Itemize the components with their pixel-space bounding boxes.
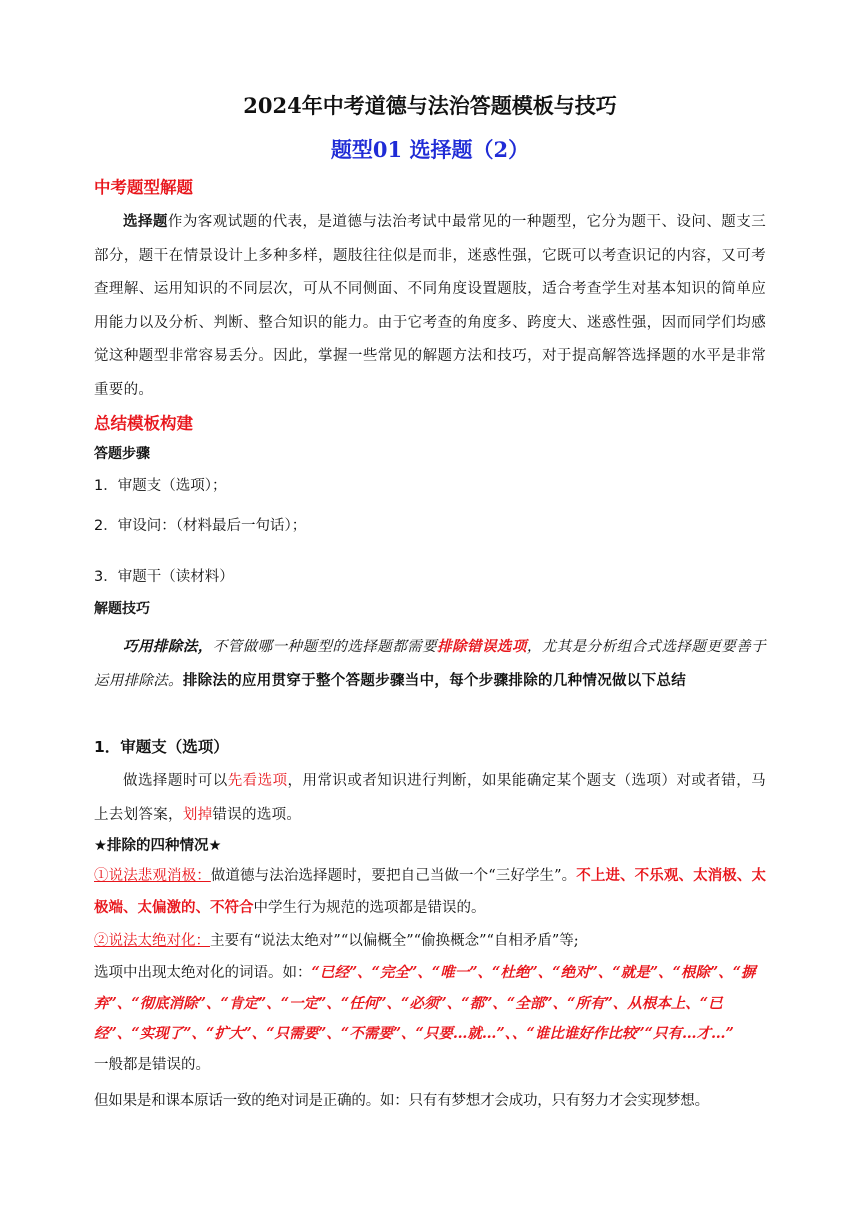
tips-bold-text: 排除法的应用贯穿于整个答题步骤当中，每个步骤排除的几种情况做以下总结 bbox=[182, 672, 687, 689]
four-cases-heading: ★排除的四种情况★ bbox=[94, 838, 222, 854]
tips-lead: 巧用排除法， bbox=[123, 638, 213, 655]
step-2 bbox=[94, 514, 766, 538]
intro-text: 作为客观试题的代表，是道德与法治考试中最常见的一种题型，它分为题干、设问、题支三部分，题干在情景设计上多种多样，题肢往往似是而非，迷惑性强，它既可以考查识记的内容，又可考查理解、运用知识的不同层次，可从不同侧面、不同角度设置题肢，适合考查学生对基本知识的简单应用能力以及分析、判断、整合知识的能力。由于它考查的角度多、跨度大、迷惑性强，因而同学们均感觉这种题型非常容易丢分。因此，掌握一些常见的解题方法和技巧，对于提高解答选择题的水平是非常重要的。 bbox=[94, 214, 766, 398]
step-1-label: 1．审题支 bbox=[94, 478, 162, 494]
page-title: 2024年中考道德与法治答题模板与技巧 bbox=[243, 93, 617, 118]
last-line: 但如果是和课本原话一致的绝对词是正确的。如：只有有梦想才会成功，只有努力才会实现梦想。 bbox=[94, 1093, 709, 1109]
case-1 bbox=[94, 860, 766, 924]
absolute-words-outro: 一般都是错误的。 bbox=[94, 1056, 210, 1073]
case-1-label: ①说法悲观消极： bbox=[94, 868, 211, 884]
tips-heading: 解题技巧 bbox=[94, 601, 150, 617]
absolute-words-paragraph bbox=[94, 958, 766, 1080]
absolute-words-intro: 选项中出现太绝对化的词语。如： bbox=[94, 965, 312, 981]
case-2-label: ②说法太绝对化： bbox=[94, 933, 210, 949]
intro-paragraph bbox=[94, 205, 766, 407]
step-1-text: （选项）； bbox=[161, 478, 227, 494]
case-1-text-a: 做道德与法治选择题时，要把自己当做一个“三好学生”。 bbox=[210, 868, 577, 884]
tips-text-1: 不管做哪一种题型的选择题都需要 bbox=[212, 639, 438, 655]
step-2-label: 2．审设问 bbox=[94, 518, 162, 534]
section-heading-template: 总结模板构建 bbox=[94, 414, 193, 433]
sub-step-1-heading bbox=[94, 735, 766, 759]
tips-paragraph bbox=[94, 630, 766, 698]
case-1-red: 不上进、不乐观、太消极、太极端、太偏激的、不符合 bbox=[94, 867, 766, 916]
sub-step-1-label: 1．审题支 bbox=[94, 738, 167, 756]
tips-highlight: 排除错误选项 bbox=[437, 638, 527, 655]
step-3 bbox=[94, 565, 766, 589]
case-2-text: 主要有“说法太绝对”“以偏概全”“偷换概念”“自相矛盾”等; bbox=[210, 933, 579, 949]
sub-step-1-text-a: 做选择题时可以 bbox=[123, 773, 228, 789]
sub-step-1-rest: （选项） bbox=[166, 737, 229, 756]
sub-step-1-text-c: 错误的选项。 bbox=[212, 806, 302, 823]
case-1-text-b: 中学生行为规范的选项都是错误的。 bbox=[253, 900, 486, 916]
step-1 bbox=[94, 474, 766, 498]
step-3-label: 3．审题干 bbox=[94, 569, 162, 585]
page-subtitle: 题型01 选择题（2） bbox=[330, 137, 530, 162]
case-2 bbox=[94, 929, 766, 953]
sub-step-1-paragraph bbox=[94, 765, 766, 832]
intro-lead: 选择题 bbox=[123, 213, 168, 230]
step-3-text: （读材料） bbox=[161, 569, 234, 585]
section-heading-exam-type: 中考题型解题 bbox=[94, 178, 193, 197]
tips-text-2: ，尤其是分析组合式选择题更要善于运用排除法。 bbox=[94, 639, 766, 689]
absolute-words-list: “已经”、“完全”、“唯一”、“杜绝”、“绝对”、“就是”、“根除”、“摒弃”、“彻底消除”、“肯定”、“一定”、“任何”、“必须”、“都”、“全部”、“所有”、从根本上、“已经”、“实现了”、“扩大”、“只需要”、“不需要”、“只要…就…”、、“谁比谁好作比较”“只有…才…” bbox=[94, 964, 756, 1042]
steps-heading: 答题步骤 bbox=[94, 446, 150, 462]
sub-step-1-red-2: 划掉 bbox=[182, 806, 213, 823]
sub-step-1-red-1: 先看选项 bbox=[227, 773, 288, 789]
sub-step-1-text-b: ，用常识或者知识进行判断，如果能确定某个题支（选项）对或者错，马上去划答案， bbox=[94, 773, 766, 823]
step-2-text: ：（材料最后一句话）； bbox=[161, 518, 307, 534]
